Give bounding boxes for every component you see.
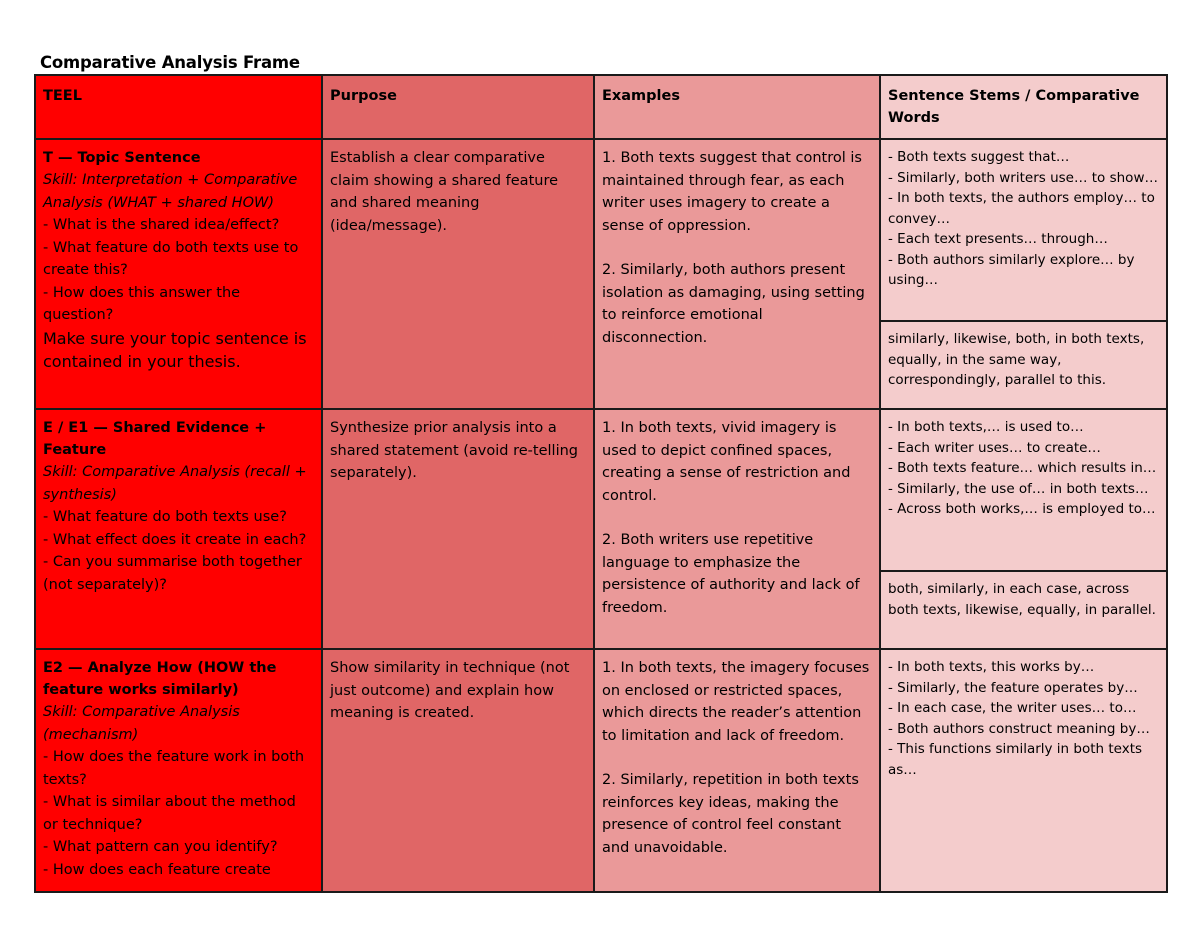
stem-item: - Across both works,… is employed to… — [888, 501, 1156, 517]
example-item: 1. In both texts, the imagery focuses on enclosed or restricted spaces, which directs the reader’s attention to limitation and lack of freedom. — [602, 660, 870, 744]
stem-item: - Similarly, the feature operates by… — [888, 679, 1138, 696]
teel-question: - What feature do both texts use to create this? — [43, 239, 299, 278]
stems-cell — [880, 649, 1167, 892]
stem-item: - Similarly, both writers use… to show… — [888, 169, 1158, 186]
teel-question: - What pattern can you identify? — [43, 839, 278, 855]
teel-skill: Skill: Comparative Analysis (recall + synthesis) — [43, 464, 307, 503]
comparative-words — [881, 570, 1166, 625]
teel-title: E2 — Analyze How (HOW the feature works similarly) — [43, 660, 277, 698]
stem-item: - Each text presents… through… — [888, 231, 1108, 247]
teel-cell — [35, 409, 322, 649]
comparative-words — [881, 320, 1166, 396]
purpose-cell — [322, 139, 594, 409]
teel-skill: Skill: Comparative Analysis (mechanism) — [43, 704, 240, 743]
header-teel: TEEL — [35, 75, 322, 139]
stem-item: - In both texts, this works by… — [888, 659, 1095, 675]
example-item: 2. Similarly, repetition in both texts reinforces key ideas, making the presence of control feel constant and unavoidable. — [602, 772, 859, 856]
examples-cell — [594, 139, 880, 409]
example-item: 2. Similarly, both authors present isolation as damaging, using setting to reinforce emotional disconnection. — [602, 262, 865, 346]
stem-item: - Both texts feature… which results in… — [888, 460, 1157, 476]
comparative-analysis-table — [34, 74, 1168, 893]
page-title: Comparative Analysis Frame — [40, 53, 300, 72]
teel-question: - What effect does it create in each? — [43, 531, 307, 548]
examples-cell — [594, 649, 880, 892]
purpose-cell — [322, 409, 594, 649]
sentence-stems — [881, 410, 1166, 570]
sentence-stems — [881, 140, 1166, 320]
teel-skill: Skill: Interpretation + Comparative Analysis (WHAT + shared HOW) — [43, 172, 298, 211]
stem-item: - Each writer uses… to create… — [888, 439, 1101, 456]
comparative-words-text: similarly, likewise, both, in both texts, equally, in the same way, correspondingly, parallel to this. — [888, 331, 1145, 388]
header-examples: Examples — [594, 75, 880, 139]
table-row — [35, 139, 1167, 409]
example-item: 1. Both texts suggest that control is maintained through fear, as each writer uses imagery to create a sense of oppression. — [602, 150, 862, 234]
stem-item: - In both texts,… is used to… — [888, 419, 1084, 435]
teel-title: E / E1 — Shared Evidence + Feature — [43, 420, 267, 458]
header-stems: Sentence Stems / Comparative Words — [880, 75, 1167, 139]
example-item: 2. Both writers use repetitive language to emphasize the persistence of authority and lack of freedom. — [602, 532, 860, 616]
table-row — [35, 649, 1167, 892]
teel-question: - What feature do both texts use? — [43, 509, 287, 525]
stems-cell — [880, 139, 1167, 409]
purpose-text: Show similarity in technique (not just outcome) and explain how meaning is created. — [330, 660, 570, 721]
teel-cell — [35, 649, 322, 892]
example-item: 1. In both texts, vivid imagery is used to depict confined spaces, creating a sense of restriction and control. — [602, 420, 851, 504]
stem-item: - Both authors similarly explore… by using… — [888, 251, 1135, 288]
teel-question: - What is the shared idea/effect? — [43, 217, 280, 233]
header-purpose: Purpose — [322, 75, 594, 139]
teel-question: - How does each feature create — [43, 861, 271, 878]
table-row — [35, 409, 1167, 649]
stem-item: - This functions similarly in both texts as… — [888, 741, 1143, 778]
teel-cell — [35, 139, 322, 409]
examples-cell — [594, 409, 880, 649]
teel-note: Make sure your topic sentence is contained in your thesis. — [43, 328, 307, 371]
teel-title: T — Topic Sentence — [43, 150, 201, 166]
teel-question: - How does the feature work in both texts? — [43, 749, 305, 788]
comparative-words-text: both, similarly, in each case, across both texts, likewise, equally, in parallel. — [888, 581, 1156, 618]
purpose-text: Establish a clear comparative claim showing a shared feature and shared meaning (idea/message). — [330, 150, 559, 234]
header-row — [35, 75, 1167, 139]
stem-item: - In each case, the writer uses… to… — [888, 700, 1137, 716]
purpose-text: Synthesize prior analysis into a shared statement (avoid re-telling separately). — [330, 420, 578, 481]
stem-item: - In both texts, the authors employ… to convey… — [888, 190, 1155, 227]
stem-item: - Both texts suggest that… — [888, 149, 1070, 165]
stems-cell — [880, 409, 1167, 649]
teel-question: - What is similar about the method or technique? — [43, 794, 296, 833]
purpose-cell — [322, 649, 594, 892]
stem-item: - Both authors construct meaning by… — [888, 720, 1150, 737]
stem-item: - Similarly, the use of… in both texts… — [888, 480, 1149, 497]
teel-question: - How does this answer the question? — [43, 284, 241, 323]
teel-question: - Can you summarise both together (not separately)? — [43, 554, 302, 593]
